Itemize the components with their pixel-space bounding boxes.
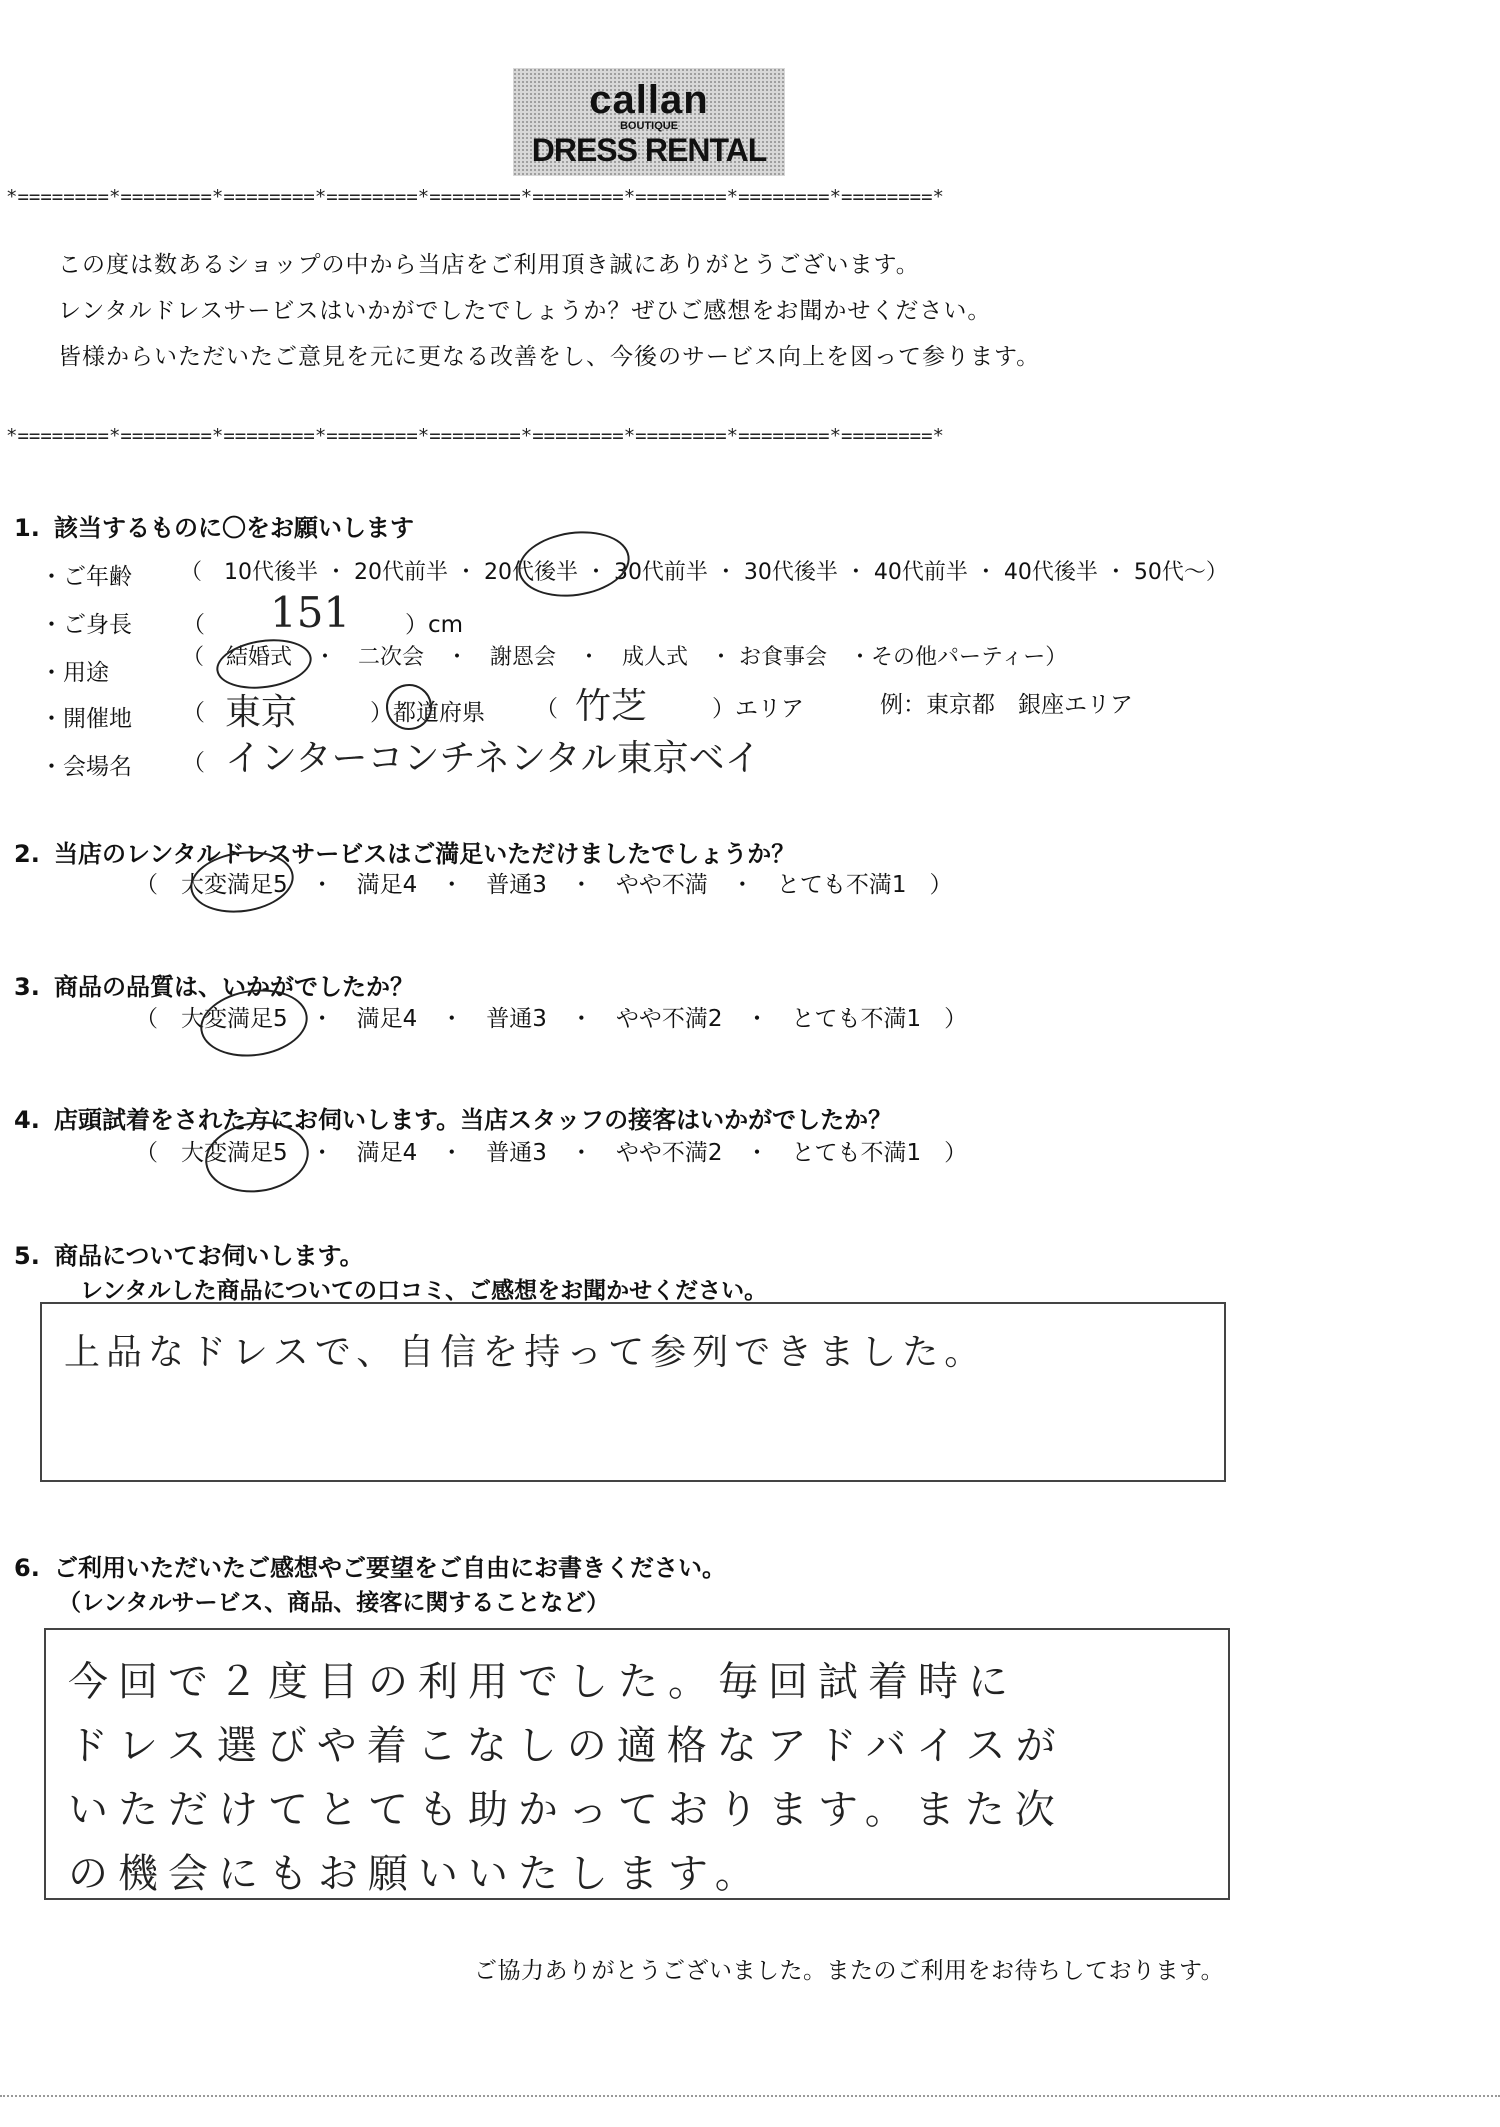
area-open: （ xyxy=(535,696,558,722)
q5-title: 商品についてお伺いします。 xyxy=(54,1242,364,1270)
q2-heading xyxy=(14,834,795,869)
q1-title: 該当するものに〇をお願いします xyxy=(54,514,414,542)
q6-answer-line-1: 今回で２度目の利用でした。毎回試着時に xyxy=(68,1659,1018,1705)
pref-open: （ xyxy=(182,700,205,726)
q4-number: 4. xyxy=(14,1106,40,1134)
q6-number: 6. xyxy=(14,1554,40,1582)
venue-name-value: インターコンチネンタル東京ベイ xyxy=(225,738,761,779)
intro-line-3: 皆様からいただいたご意見を元に更なる改善をし、今後のサービス向上を図って参ります。 xyxy=(58,344,1041,370)
age-options: （ 10代後半 ・ 20代前半 ・ 20代後半 ・ 30代前半 ・ 30代後半 ・ 40代前半 ・ 40代後半 ・ 50代～） xyxy=(180,560,1228,585)
purpose-label: ・用途 xyxy=(40,660,109,686)
q6-answer-box xyxy=(44,1628,1230,1900)
q5-subtitle: レンタルした商品についての口コミ、ご感想をお聞かせください。 xyxy=(80,1278,768,1304)
scan-artifact-dots xyxy=(0,2095,1500,2117)
venue-name-label: ・会場名 xyxy=(40,754,132,780)
q6-answer-line-4: の機会にもお願いいたします。 xyxy=(68,1851,765,1897)
height-value: 151 xyxy=(270,588,351,637)
height-close: ）cm xyxy=(405,612,464,638)
logo-rental: DRESS RENTAL xyxy=(531,132,767,168)
divider-bottom: *========*========*========*========*========*========*========*========*========* xyxy=(6,425,944,447)
q2-number: 2. xyxy=(14,840,40,868)
q6-answer-line-2: ドレス選びや着こなしの適格なアドバイスが xyxy=(68,1723,1066,1769)
area-example: 例：東京都 銀座エリア xyxy=(880,692,1133,718)
q4-heading xyxy=(14,1100,892,1135)
q4-title: 店頭試着をされた方にお伺いします。当店スタッフの接客はいかがでしたか？ xyxy=(54,1106,893,1134)
q1-number: 1. xyxy=(14,514,40,542)
purpose-options: （ 結婚式 ・ 二次会 ・ 謝恩会 ・ 成人式 ・ お食事会 ・その他パーティー） xyxy=(182,645,1068,670)
intro-line-2: レンタルドレスサービスはいかがでしたでしょうか？ぜひご感想をお聞かせください。 xyxy=(58,298,992,324)
q2-options: （ 大変満足5 ・ 満足4 ・ 普通3 ・ やや不満 ・ とても不満1 ） xyxy=(135,872,953,898)
q3-number: 3. xyxy=(14,973,40,1001)
venue-area-label: ・開催地 xyxy=(40,706,132,732)
q2-title: 当店のレンタルドレスサービスはご満足いただけましたでしょうか？ xyxy=(54,840,796,868)
area-value: 竹芝 xyxy=(575,686,648,727)
brand-logo xyxy=(513,68,785,176)
logo-sub: BOUTIQUE xyxy=(619,120,679,132)
pref-value: 東京 xyxy=(225,692,298,733)
q5-answer-box xyxy=(40,1302,1226,1482)
age-label: ・ご年齢 xyxy=(40,564,132,590)
q5-answer: 上品なドレスで、自信を持って参列できました。 xyxy=(64,1332,987,1373)
pref-close: ）都道府県 xyxy=(370,700,485,726)
q6-subtitle: （レンタルサービス、商品、接客に関することなど） xyxy=(58,1590,610,1616)
q3-options: （ 大変満足5 ・ 満足4 ・ 普通3 ・ やや不満2 ・ とても不満1 ） xyxy=(135,1006,968,1032)
q6-heading xyxy=(14,1548,726,1583)
q5-number: 5. xyxy=(14,1242,40,1270)
divider-top: *========*========*========*========*========*========*========*========*========* xyxy=(6,186,944,208)
q3-title: 商品の品質は、いかがでしたか？ xyxy=(54,973,414,1001)
height-label: ・ご身長 xyxy=(40,612,132,638)
q4-options: （ 大変満足5 ・ 満足4 ・ 普通3 ・ やや不満2 ・ とても不満1 ） xyxy=(135,1140,968,1166)
q3-heading xyxy=(14,967,414,1002)
area-close: ）エリア xyxy=(712,696,804,722)
height-open: （ xyxy=(182,612,205,638)
q1-heading xyxy=(14,508,414,543)
footer-thanks: ご協力ありがとうございました。またのご利用をお待ちしております。 xyxy=(474,1958,1225,1984)
intro-line-1: この度は数あるショップの中から当店をご利用頂き誠にありがとうございます。 xyxy=(58,252,920,278)
age-selection-circle xyxy=(514,525,634,604)
logo-brand: callan xyxy=(589,78,709,122)
q5-heading xyxy=(14,1236,364,1271)
q6-answer-line-3: いただけてとても助かっております。また次 xyxy=(68,1787,1065,1833)
venue-name-open: （ xyxy=(182,750,205,776)
q6-title: ご利用いただいたご感想やご要望をご自由にお書きください。 xyxy=(54,1554,726,1582)
